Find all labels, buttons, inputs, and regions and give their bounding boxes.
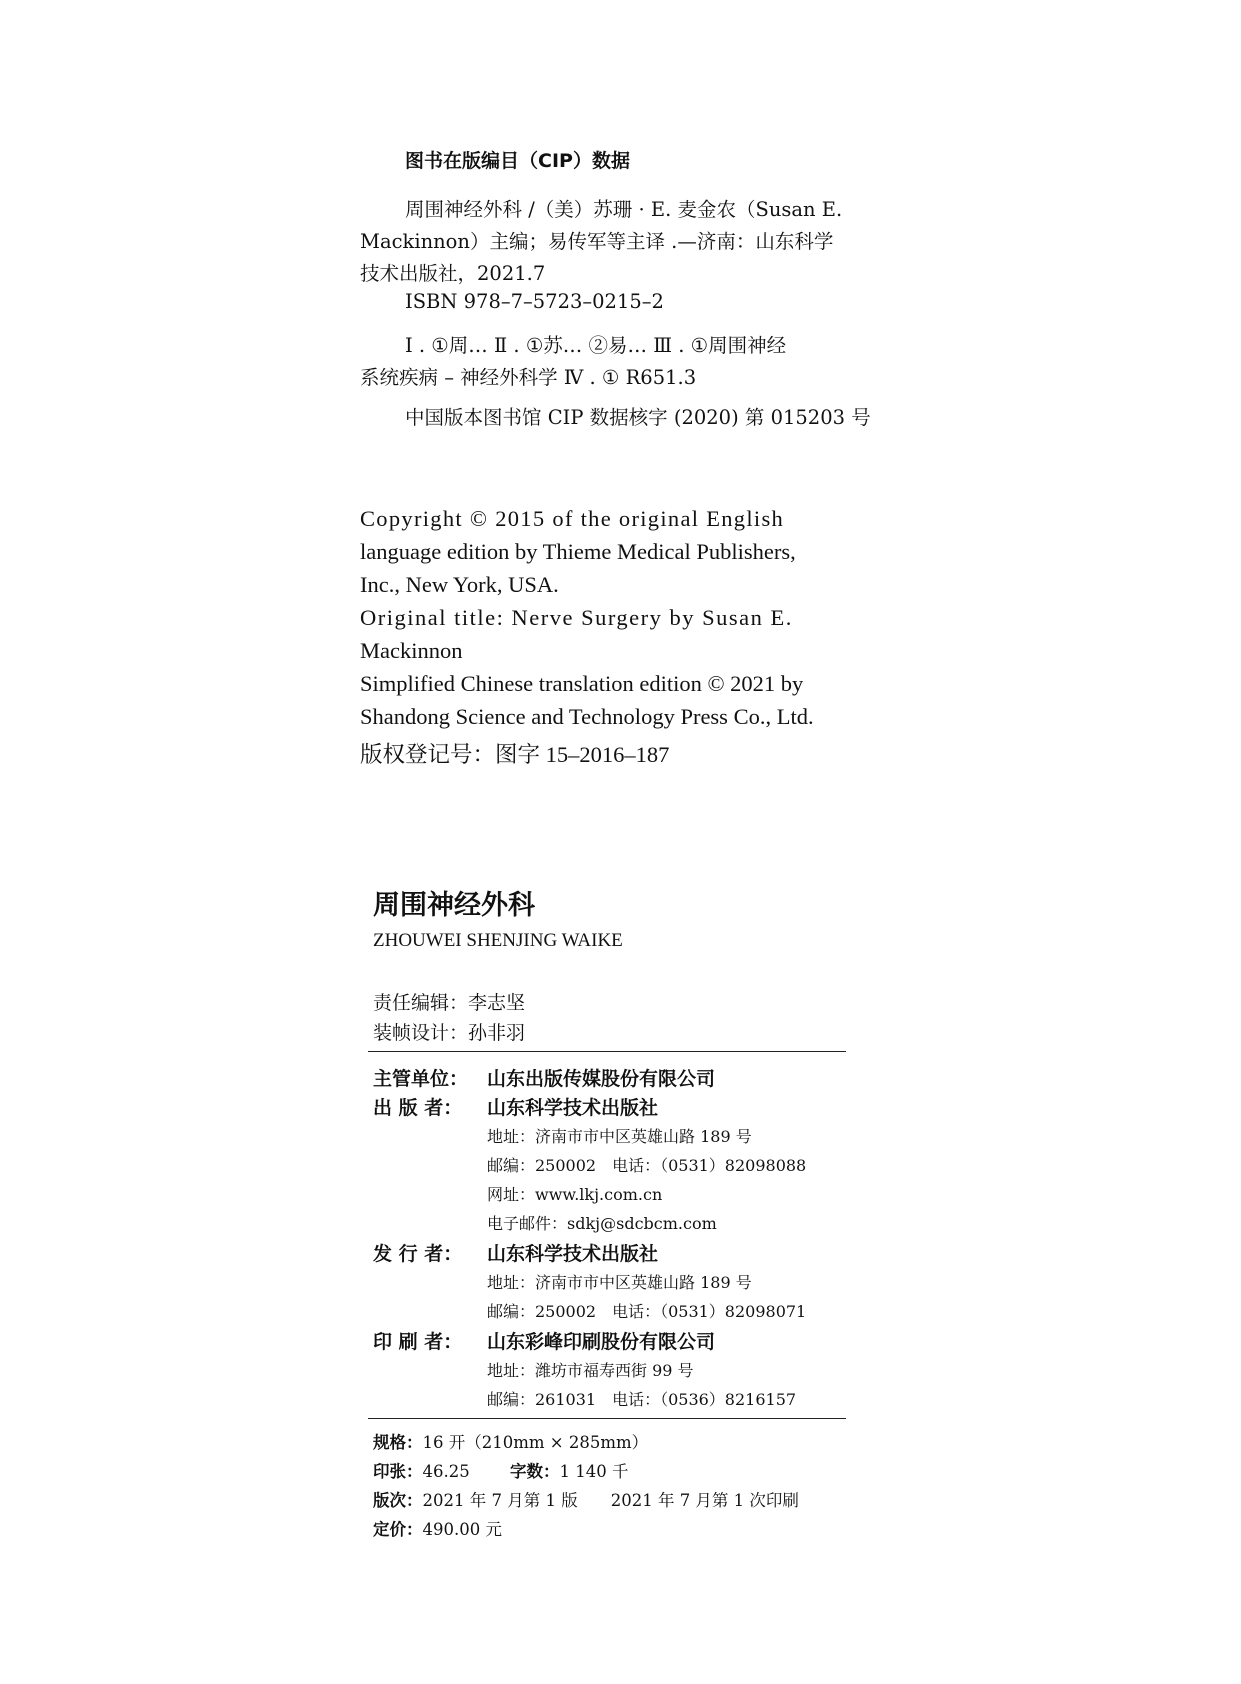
supervisor-name: 山东出版传媒股份有限公司 [487, 1068, 716, 1090]
copyright-line-6: Simplified Chinese translation edition © 2021 by [360, 671, 804, 696]
book-pinyin: ZHOUWEI SHENJING WAIKE [373, 930, 623, 951]
distributor-label: 发 行 者： [373, 1243, 463, 1265]
printer-address: 地址：潍坊市福寿西街 99 号 [487, 1361, 694, 1380]
supervisor-label: 主管单位： [373, 1068, 469, 1090]
cip-line-2: Mackinnon）主编；易传军等主译 .—济南：山东科学 [360, 230, 834, 253]
spec-price-value: 490.00 元 [422, 1520, 502, 1539]
spec-format [373, 1429, 648, 1453]
copyright-line-4: Original title: Nerve Surgery by Susan E. [360, 605, 793, 630]
book-title: 周围神经外科 [373, 890, 535, 921]
spec-words-label: 字数： [510, 1462, 560, 1481]
spec-edition-label: 版次： [373, 1491, 423, 1510]
publisher-web: 网址：www.lkj.com.cn [487, 1185, 663, 1204]
cip-line-5: Ⅰ . ①周… Ⅱ . ①苏… ②易… Ⅲ . ①周围神经 [405, 334, 787, 357]
spec-format-value: 16 开（210mm × 285mm） [422, 1433, 649, 1452]
cip-line-6: 系统疾病 – 神经外科学 Ⅳ . ① R651.3 [360, 366, 697, 389]
responsible-editor: 责任编辑：李志坚 [373, 992, 526, 1014]
spec-price [373, 1516, 502, 1540]
printer-postcode: 邮编：261031 电话：（0536）8216157 [487, 1390, 797, 1409]
copyright-registration: 版权登记号：图字 15–2016–187 [360, 742, 670, 767]
spec-sheets [373, 1458, 470, 1482]
publisher-address: 地址：济南市市中区英雄山路 189 号 [487, 1127, 752, 1146]
copyright-line-2: language edition by Thieme Medical Publishers, [360, 539, 796, 564]
cip-isbn: ISBN 978–7–5723–0215–2 [405, 290, 664, 313]
publisher-email: 电子邮件：sdkj@sdcbcm.com [487, 1214, 717, 1233]
cip-title: 图书在版编目（CIP）数据 [405, 150, 630, 172]
spec-edition [373, 1487, 799, 1511]
copyright-line-3: Inc., New York, USA. [360, 572, 559, 597]
cover-designer: 装帧设计：孙非羽 [373, 1022, 526, 1044]
distributor-postcode: 邮编：250002 电话：（0531）82098071 [487, 1302, 807, 1321]
publisher-label: 出 版 者： [373, 1097, 463, 1119]
divider-bottom [368, 1418, 846, 1419]
printer-label: 印 刷 者： [373, 1331, 463, 1353]
copyright-line-7: Shandong Science and Technology Press Co., Ltd. [360, 704, 814, 729]
spec-price-label: 定价： [373, 1520, 423, 1539]
spec-edition-value: 2021 年 7 月第 1 版 2021 年 7 月第 1 次印刷 [422, 1491, 799, 1510]
cip-line-1: 周围神经外科 /（美）苏珊 · E. 麦金农（Susan E. [405, 198, 843, 221]
spec-sheets-label: 印张： [373, 1462, 423, 1481]
copyright-line-1: Copyright © 2015 of the original English [360, 506, 785, 531]
distributor-name: 山东科学技术出版社 [487, 1243, 659, 1265]
spec-format-label: 规格： [373, 1433, 423, 1452]
printer-name: 山东彩峰印刷股份有限公司 [487, 1331, 716, 1353]
publisher-postcode: 邮编：250002 电话：（0531）82098088 [487, 1156, 807, 1175]
divider-top [368, 1051, 846, 1052]
cip-line-7: 中国版本图书馆 CIP 数据核字 (2020) 第 015203 号 [405, 406, 871, 429]
distributor-address: 地址：济南市市中区英雄山路 189 号 [487, 1273, 752, 1292]
publisher-name: 山东科学技术出版社 [487, 1097, 659, 1119]
spec-words [510, 1458, 628, 1482]
spec-words-value: 1 140 千 [559, 1462, 629, 1481]
cip-line-3: 技术出版社，2021.7 [360, 262, 546, 285]
copyright-line-5: Mackinnon [360, 638, 463, 663]
spec-sheets-value: 46.25 [422, 1462, 470, 1481]
